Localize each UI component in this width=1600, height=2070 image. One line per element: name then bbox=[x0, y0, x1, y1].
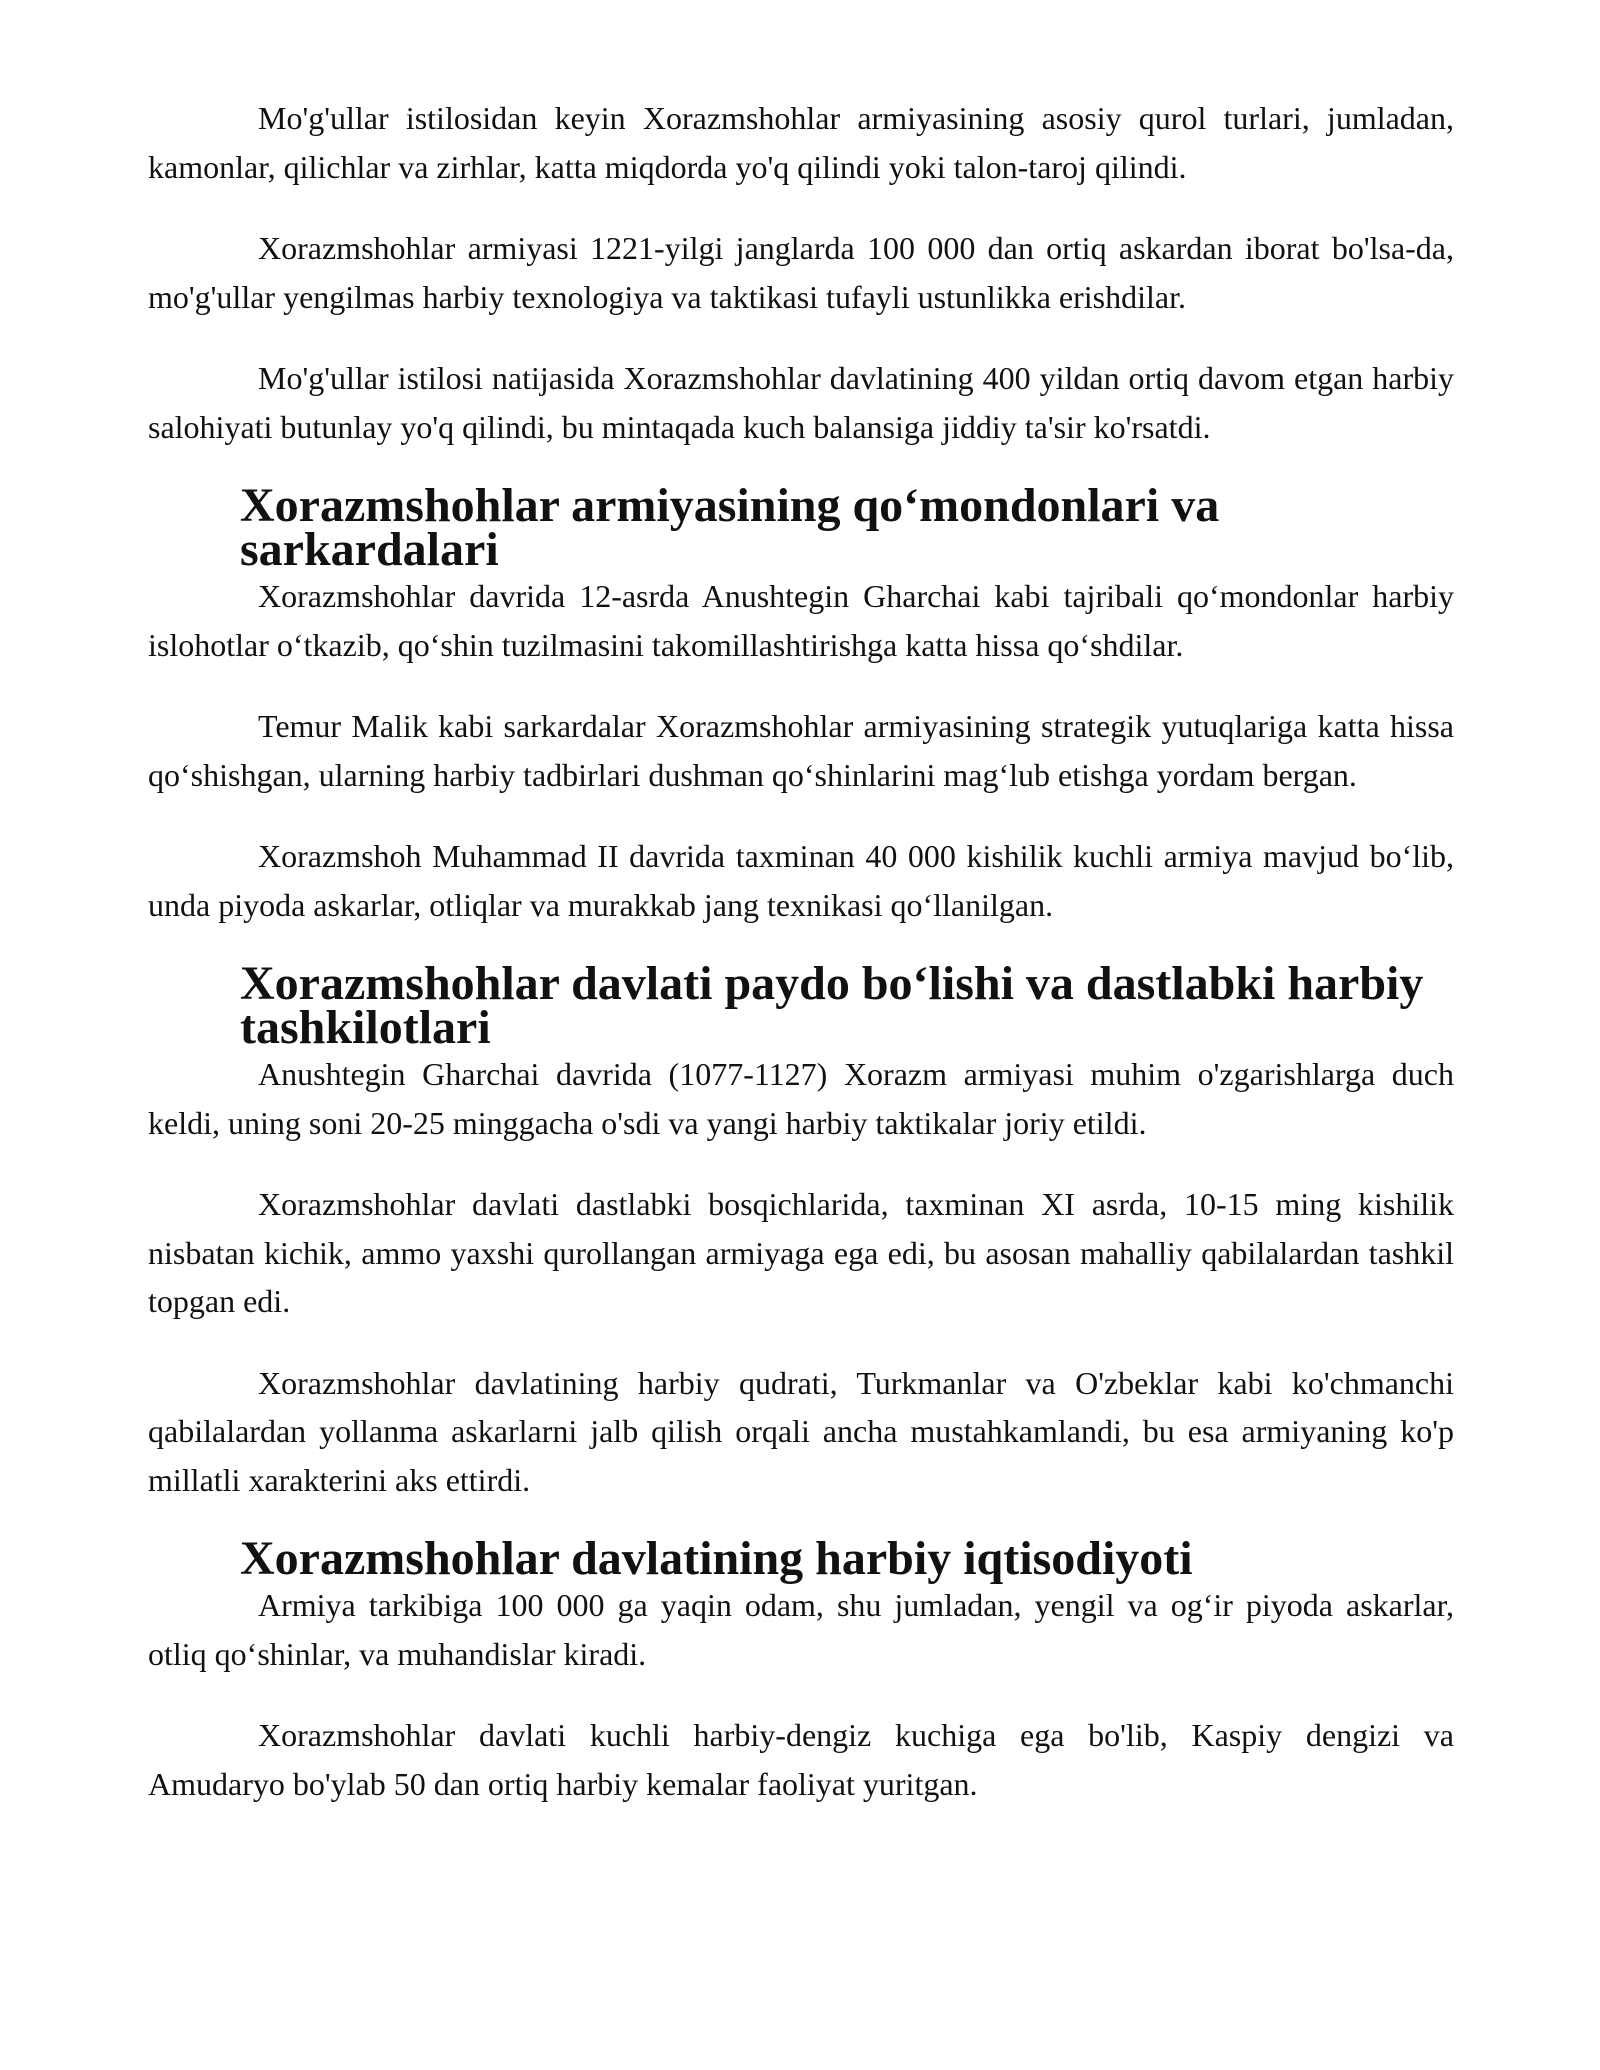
section-economy bbox=[148, 1532, 1454, 1808]
paragraph: Temur Malik kabi sarkardalar Xorazmshohlar armiyasining strategik yutuqlariga katta hissa qo‘shishgan, ularning harbiy tadbirlari dushman qo‘shinlarini mag‘lub etishga yordam bergan. bbox=[148, 708, 1454, 793]
paragraph: Xorazmshoh Muhammad II davrida taxminan 40 000 kishilik kuchli armiya mavjud bo‘lib, unda piyoda askarlar, otliqlar va murakkab jang texnikasi qo‘llanilgan. bbox=[148, 838, 1454, 923]
paragraph: Xorazmshohlar armiyasi 1221-yilgi janglarda 100 000 dan ortiq askardan iborat bo'lsa-da, mo'g'ullar yengilmas harbiy texnologiya va taktikasi tufayli ustunlikka erishdilar. bbox=[148, 230, 1454, 315]
section-intro bbox=[148, 94, 1454, 451]
paragraph: Xorazmshohlar davlatining harbiy qudrati, Turkmanlar va O'zbeklar kabi ko'chmanchi qabilalardan yollanma askarlarni jalb qilish orqali ancha mustahkamlandi, bu esa armiyaning ko'p millatli xarakterini aks ettirdi. bbox=[148, 1364, 1454, 1498]
paragraph: Armiya tarkibiga 100 000 ga yaqin odam, shu jumladan, yengil va og‘ir piyoda askarlar, otliq qo‘shinlar, va muhandislar kiradi. bbox=[148, 1587, 1454, 1672]
paragraph: Mo'g'ullar istilosidan keyin Xorazmshohlar armiyasining asosiy qurol turlari, jumladan, kamonlar, qilichlar va zirhlar, katta miqdorda yo'q qilindi yoki talon-taroj qilindi. bbox=[148, 100, 1454, 185]
paragraph: Xorazmshohlar davrida 12-asrda Anushtegin Gharchai kabi tajribali qo‘mondonlar harbiy islohotlar o‘tkazib, qo‘shin tuzilmasini takomillashtirishga katta hissa qo‘shdilar. bbox=[148, 578, 1454, 663]
section-heading: Xorazmshohlar armiyasining qo‘mondonlari va sarkardalari bbox=[240, 479, 1220, 576]
paragraph: Anushtegin Gharchai davrida (1077-1127) Xorazm armiyasi muhim o'zgarishlarga duch keldi, uning soni 20-25 minggacha o'sdi va yangi harbiy taktikalar joriy etildi. bbox=[148, 1056, 1454, 1141]
paragraph: Xorazmshohlar davlati kuchli harbiy-dengiz kuchiga ega bo'lib, Kaspiy dengizi va Amudaryo bo'ylab 50 dan ortiq harbiy kemalar faoliyat yuritgan. bbox=[148, 1717, 1454, 1802]
section-heading: Xorazmshohlar davlatining harbiy iqtisodiyoti bbox=[240, 1532, 1193, 1585]
paragraph: Mo'g'ullar istilosi natijasida Xorazmshohlar davlatining 400 yildan ortiq davom etgan harbiy salohiyati butunlay yo'q qilindi, bu mintaqada kuch balansiga jiddiy ta'sir ko'rsatdi. bbox=[148, 360, 1454, 445]
section-heading: Xorazmshohlar davlati paydo bo‘lishi va dastlabki harbiy tashkilotlari bbox=[240, 957, 1424, 1054]
section-commanders bbox=[148, 479, 1454, 929]
section-origins bbox=[148, 957, 1454, 1504]
document-page bbox=[148, 94, 1454, 1841]
paragraph: Xorazmshohlar davlati dastlabki bosqichlarida, taxminan XI asrda, 10-15 ming kishilik nisbatan kichik, ammo yaxshi qurollangan armiyaga ega edi, bu asosan mahalliy qabilalardan tashkil topgan edi. bbox=[148, 1186, 1454, 1319]
